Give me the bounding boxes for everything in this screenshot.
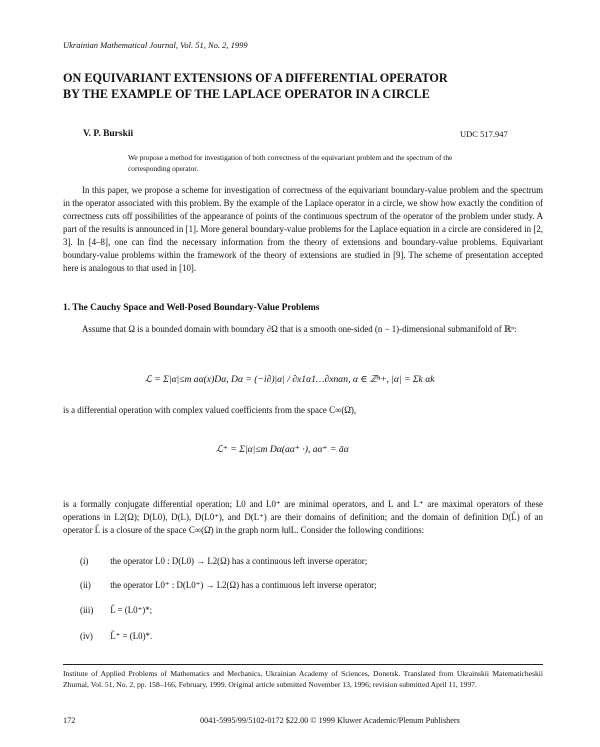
condition-text: L̃⁺ = (L0)*. xyxy=(110,631,153,641)
abstract: We propose a method for investigation of both correctness of the equivariant problem and the spectrum of the corresponding operator. xyxy=(128,153,453,173)
equation-conjugate: ℒ⁺ = Σ|α|≤m Dα(aα⁺ ·), aα⁺ = āα xyxy=(216,444,349,455)
condition-number: (iii) xyxy=(80,605,94,615)
conjugate-paragraph: is a formally conjugate differential operation; L0 and L0⁺ are minimal operators, and L and L⁺ are maximal operators of these operations in L2(Ω); D(L0), D(L), D(L0⁺), and D(L⁺) are their domains of definition; and the domain of definition D(L̃) of an operator L̃ is a closure of the space C∞(Ω̄) in the graph norm ‖u‖L. Consider the following conditions: xyxy=(63,499,543,535)
condition-number: (iv) xyxy=(80,631,93,641)
condition-text: the operator L0 : D(L0) → L2(Ω) has a continuous left inverse operator; xyxy=(110,556,368,566)
condition-text: the operator L0⁺ : D(L0⁺) → L2(Ω) has a continuous left inverse operator; xyxy=(110,580,377,590)
condition-item xyxy=(80,631,152,642)
condition-item xyxy=(80,580,377,591)
assume-paragraph: Assume that Ω is a bounded domain with boundary ∂Ω that is a smooth one-sided (n − 1)-dimensional submanifold of ℝⁿ: xyxy=(82,324,517,334)
affiliation-footnote: Institute of Applied Problems of Mathematics and Mechanics, Ukrainian Academy of Sciences, Donetsk. Translated from Ukrainskii Matematicheskii Zhurnal, Vol. 51, No. 2, pp. 158–166, February, 1999. Original article submitted November 13, 1996; revision submitted April 11, 1997. xyxy=(63,669,543,689)
condition-item xyxy=(80,605,152,616)
condition-text: L̃ = (L0⁺)*; xyxy=(110,605,153,615)
author: V. P. Burskii xyxy=(83,129,134,139)
paper-title xyxy=(63,70,543,102)
page-number: 172 xyxy=(63,716,76,725)
title-line-2: BY THE EXAMPLE OF THE LAPLACE OPERATOR IN A CIRCLE xyxy=(63,87,430,101)
udc-code: UDC 517.947 xyxy=(460,129,508,139)
intro-paragraph: In this paper, we propose a scheme for investigation of correctness of the equivariant boundary-value problem and the spectrum in the operator associated with this problem. By the example of the Laplace operator in a circle, we show how exactly the condition of correctness cuts off possibilities of the appearance of points of the continuous spectrum of the operator of the problem under study. A part of the results is announced in [1]. More general boundary-value problems for the Laplace equation in a circle are considered in [2, 3]. In [4–8], one can find the necessary information from the theory of extensions and boundary-value problems. Equivariant boundary-value problems within the framework of the theory of extensions are studied in [9]. The scheme of presentation accepted here is analogous to that used in [10]. xyxy=(63,185,543,273)
title-line-1: ON EQUIVARIANT EXTENSIONS OF A DIFFERENTIAL OPERATOR xyxy=(63,71,448,85)
equation-operator: ℒ = Σ|α|≤m aα(x)Dα, Dα = (−i∂)|α| / ∂x1α1…∂xnαn, α ∈ ℤⁿ+, |α| = Σk αk xyxy=(145,374,435,385)
section-heading: 1. The Cauchy Space and Well-Posed Boundary-Value Problems xyxy=(63,303,320,313)
footnote-rule xyxy=(63,664,543,665)
after-equation-text: is a differential operation with complex valued coefficients from the space C∞(Ω̄), xyxy=(63,405,357,415)
copyright-line: 0041-5995/99/5102-0172 $22.00 © 1999 Kluwer Academic/Plenum Publishers xyxy=(200,716,460,725)
condition-number: (ii) xyxy=(80,580,91,590)
running-head: Ukrainian Mathematical Journal, Vol. 51, No. 2, 1999 xyxy=(63,40,248,50)
condition-item xyxy=(80,556,367,566)
condition-number: (i) xyxy=(80,556,89,566)
